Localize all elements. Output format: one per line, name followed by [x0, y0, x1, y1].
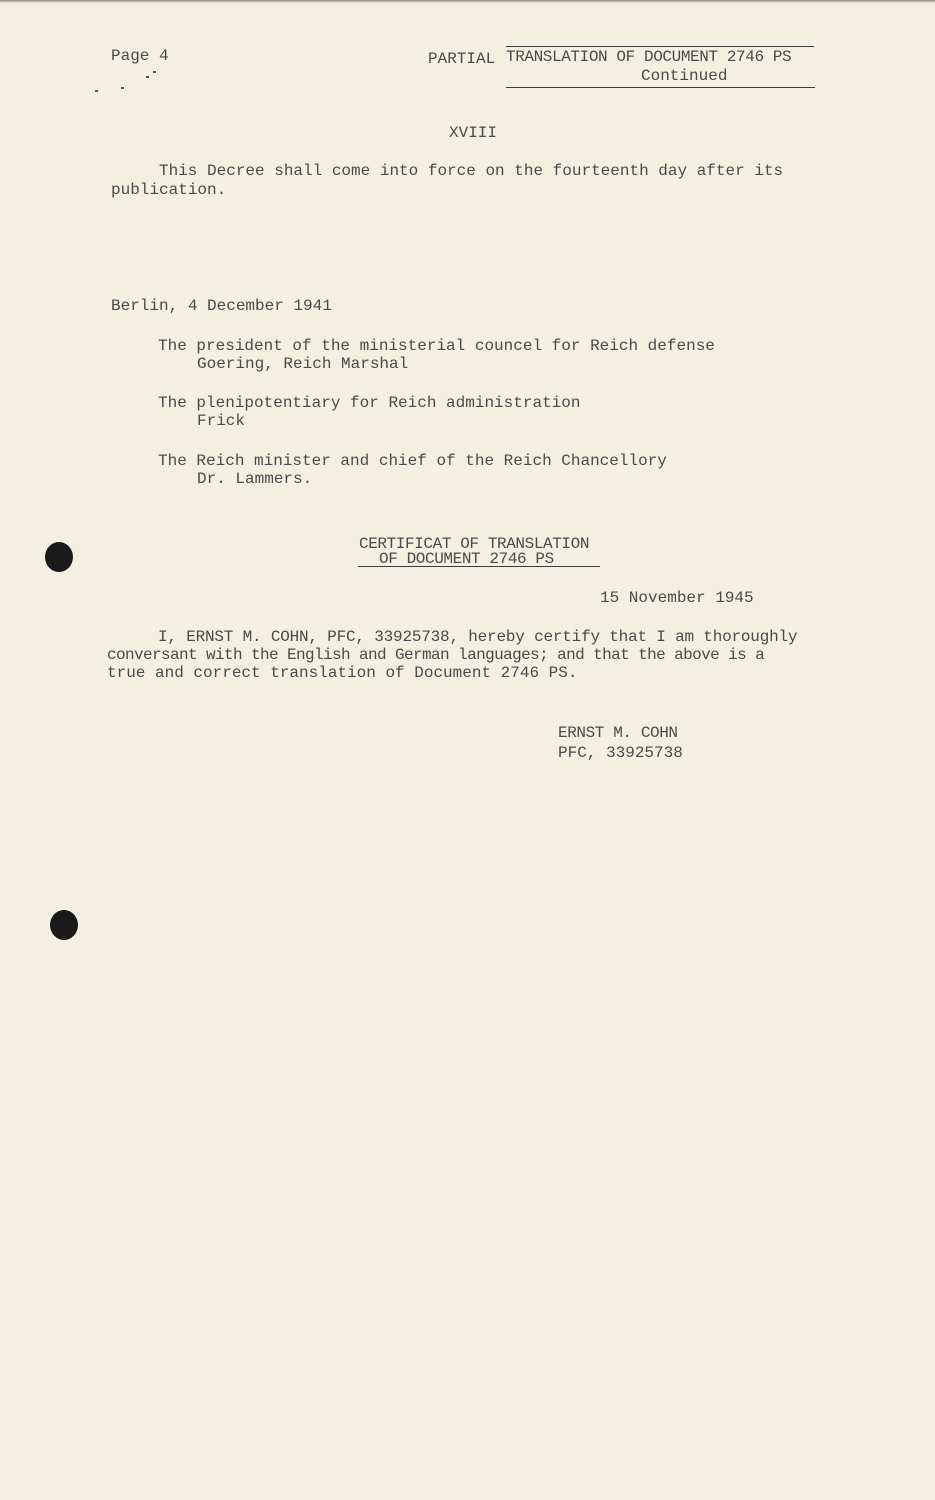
punch-hole [50, 910, 78, 940]
punch-hole [45, 542, 73, 572]
ink-speck [146, 76, 149, 78]
ink-speck [153, 71, 156, 73]
top-edge-shadow [0, 0, 935, 3]
ink-speck [95, 90, 98, 92]
signatory-name: Dr. Lammers. [197, 470, 313, 488]
continued-label: Continued [641, 67, 728, 85]
certificate-date: 15 November 1945 [600, 589, 754, 607]
signatory-role: The president of the ministerial councel for Reich defense [158, 337, 715, 355]
page-number: Page 4 [111, 47, 169, 65]
signatory-name: Frick [197, 412, 246, 430]
decree-text-line-1: This Decree shall come into force on the fourteenth day after its [159, 162, 784, 180]
signatory-role: The Reich minister and chief of the Reich Chancellory [158, 452, 667, 470]
certificate-text-line-2: conversant with the English and German languages; and that the above is a [107, 646, 765, 664]
place-and-date: Berlin, 4 December 1941 [111, 297, 332, 315]
section-numeral: XVIII [449, 124, 498, 142]
ink-speck [121, 87, 124, 89]
document-title-prefix: PARTIAL [428, 50, 496, 68]
signatory-role: The plenipotentiary for Reich administration [158, 394, 581, 412]
translator-rank: PFC, 33925738 [558, 744, 683, 762]
decree-text-line-2: publication. [111, 181, 227, 199]
title-underline [506, 87, 815, 88]
title-overline [506, 46, 814, 47]
certificate-heading-line-1: CERTIFICAT OF TRANSLATION [359, 535, 590, 553]
certificate-heading-underline [358, 566, 600, 567]
certificate-text-line-3: true and correct translation of Document 2746 PS. [107, 664, 578, 682]
document-title: TRANSLATION OF DOCUMENT 2746 PS [506, 48, 792, 66]
signatory-name: Goering, Reich Marshal [197, 355, 409, 373]
translator-name: ERNST M. COHN [558, 724, 678, 742]
certificate-heading-line-2: OF DOCUMENT 2746 PS [379, 550, 554, 568]
certificate-text-line-1: I, ERNST M. COHN, PFC, 33925738, hereby certify that I am thoroughly [158, 628, 798, 646]
